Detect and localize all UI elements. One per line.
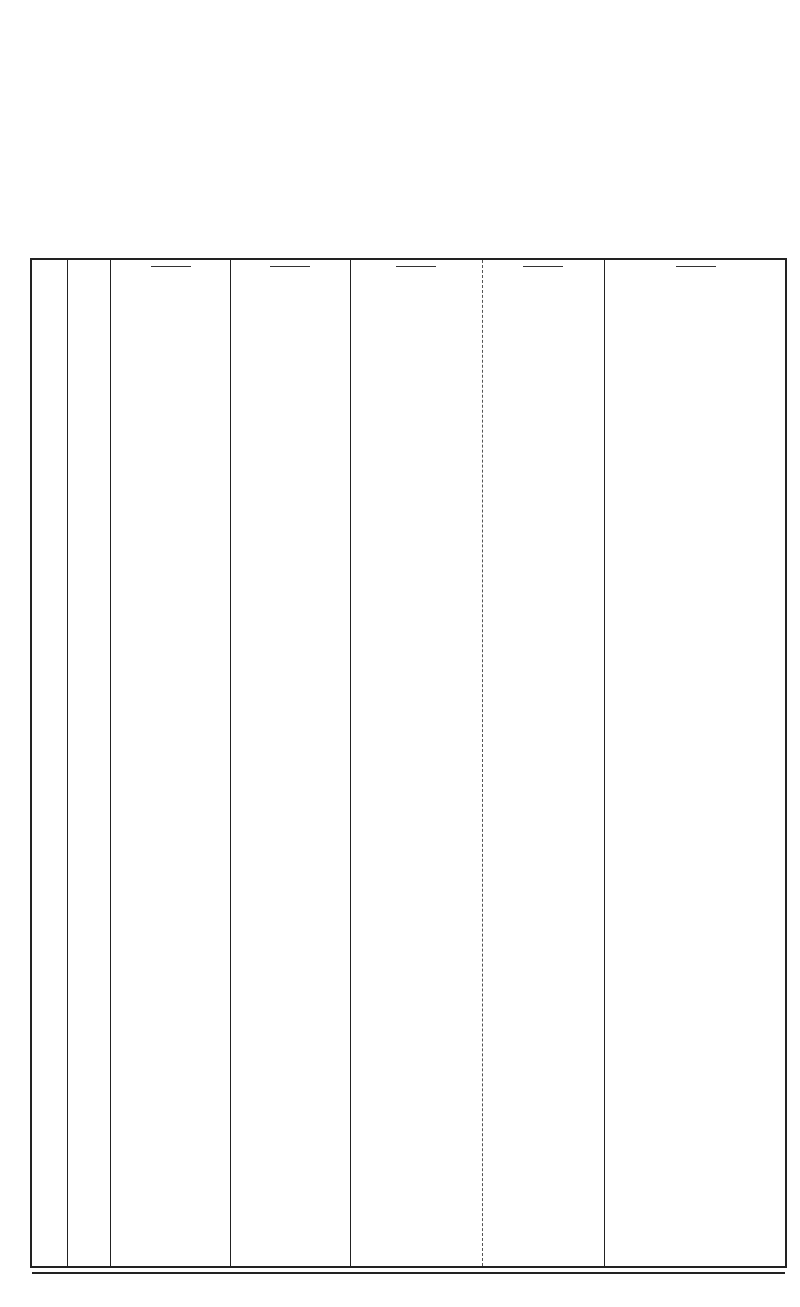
france-header bbox=[112, 260, 230, 400]
header-rule bbox=[396, 266, 436, 267]
florins-header bbox=[32, 260, 67, 400]
kreutzers-header bbox=[67, 260, 110, 400]
conversion-table bbox=[30, 258, 787, 1268]
header-rule bbox=[270, 266, 310, 267]
header-rule bbox=[676, 266, 716, 267]
prussia-header bbox=[350, 260, 482, 400]
header-rule bbox=[151, 266, 191, 267]
header-rule bbox=[523, 266, 563, 267]
england-header bbox=[604, 260, 787, 400]
saxony-header bbox=[482, 260, 604, 400]
units-row bbox=[32, 404, 789, 424]
switzerland-header bbox=[230, 260, 350, 400]
